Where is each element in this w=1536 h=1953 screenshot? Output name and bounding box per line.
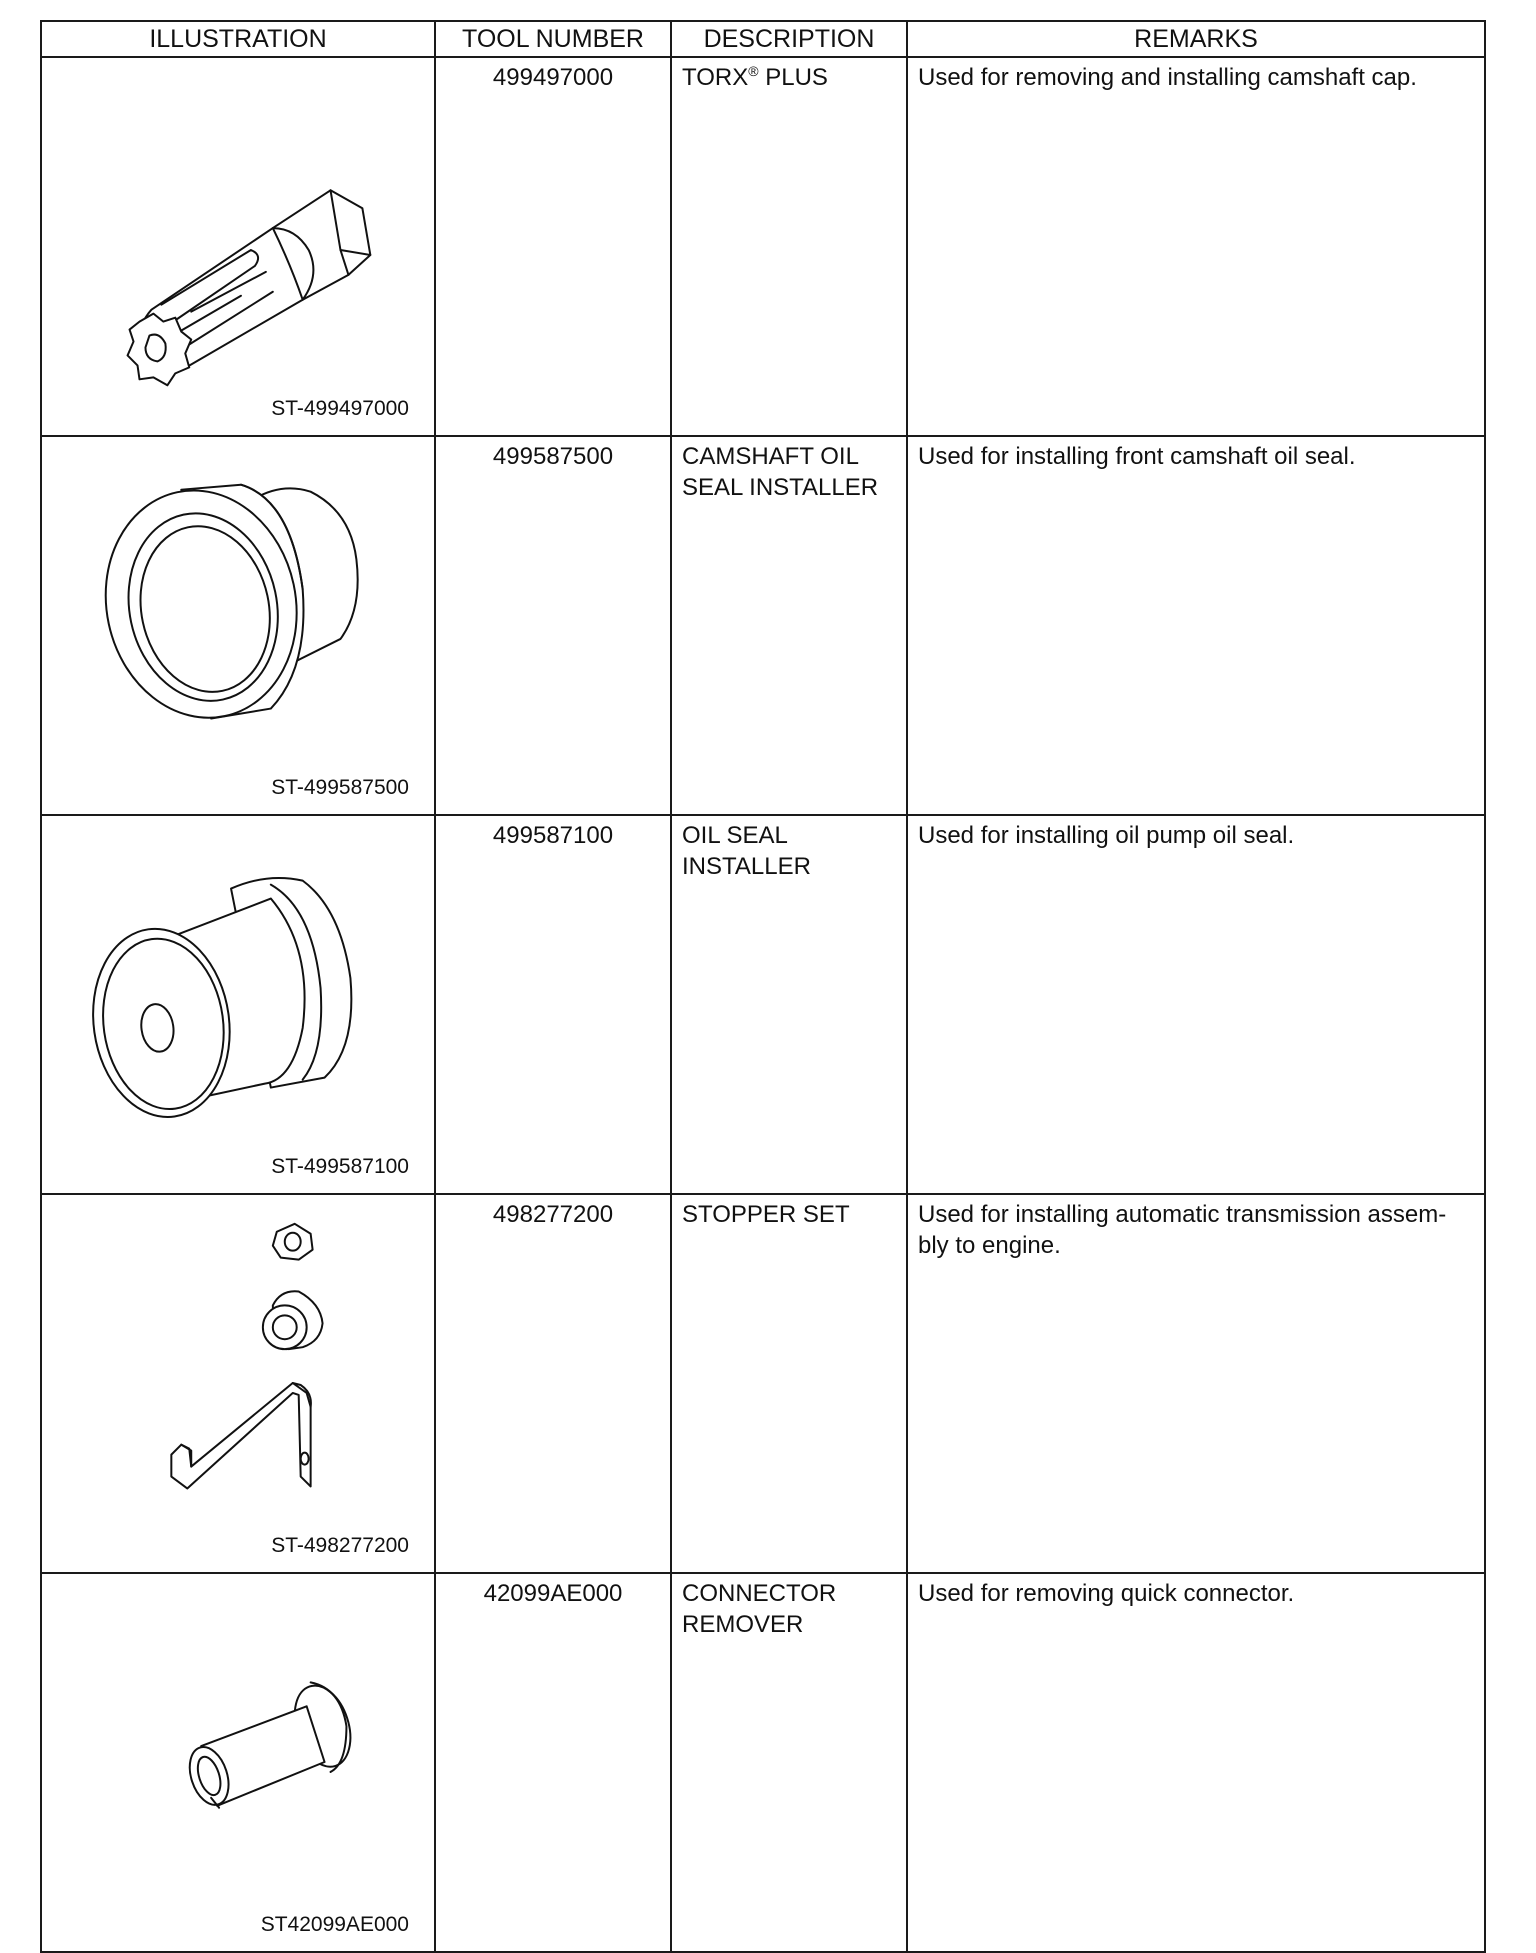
remarks-cell: Used for installing front camshaft oil seal. — [907, 436, 1485, 815]
remarks-cell: Used for installing automatic transmission assem-bly to engine. — [907, 1194, 1485, 1573]
illustration-label: ST-499587100 — [271, 1155, 409, 1178]
tool-number-cell: 499497000 — [435, 57, 671, 436]
description-cell — [671, 57, 907, 436]
torx-plus-bit-icon — [42, 58, 434, 435]
table-row — [41, 815, 1485, 1194]
description-text — [682, 64, 828, 91]
description-cell — [671, 1194, 907, 1573]
table-row — [41, 1573, 1485, 1952]
description-line: CONNECTOR — [682, 1580, 837, 1607]
tool-number-cell: 42099AE000 — [435, 1573, 671, 1952]
header-tool-number: TOOL NUMBER — [435, 21, 671, 57]
special-tools-table — [40, 20, 1486, 1953]
table-row — [41, 57, 1485, 436]
description-line: REMOVER — [682, 1611, 804, 1638]
illustration-label: ST-498277200 — [271, 1534, 409, 1557]
illustration-label: ST-499587500 — [271, 776, 409, 799]
illustration-cell — [41, 1573, 435, 1952]
camshaft-oil-seal-installer-icon — [42, 437, 434, 814]
connector-remover-icon — [42, 1574, 434, 1951]
illustration-cell — [41, 815, 435, 1194]
header-description: DESCRIPTION — [671, 21, 907, 57]
description-line: CAMSHAFT OIL — [682, 443, 859, 470]
tool-number-cell: 499587100 — [435, 815, 671, 1194]
description-cell — [671, 815, 907, 1194]
description-cell — [671, 436, 907, 815]
description-line: TORX — [682, 64, 749, 91]
registered-mark: ® — [748, 63, 759, 79]
description-line: OIL SEAL — [682, 822, 788, 849]
tool-number-cell: 499587500 — [435, 436, 671, 815]
remarks-cell: Used for removing quick connector. — [907, 1573, 1485, 1952]
table-row — [41, 1194, 1485, 1573]
header-row — [41, 21, 1485, 57]
header-remarks: REMARKS — [907, 21, 1485, 57]
description-line: INSTALLER — [682, 853, 811, 880]
remarks-cell: Used for removing and installing camshaft cap. — [907, 57, 1485, 436]
description-line: SEAL INSTALLER — [682, 474, 879, 501]
remarks-cell: Used for installing oil pump oil seal. — [907, 815, 1485, 1194]
description-cell — [671, 1573, 907, 1952]
tool-number-cell: 498277200 — [435, 1194, 671, 1573]
illustration-label: ST-499497000 — [271, 397, 409, 420]
oil-seal-installer-icon — [42, 816, 434, 1193]
illustration-label: ST42099AE000 — [260, 1913, 409, 1936]
description-line: STOPPER SET — [682, 1201, 850, 1228]
illustration-cell — [41, 1194, 435, 1573]
header-illustration: ILLUSTRATION — [41, 21, 435, 57]
illustration-cell — [41, 436, 435, 815]
stopper-set-icon — [42, 1195, 434, 1572]
table-row — [41, 436, 1485, 815]
description-line: PLUS — [765, 64, 828, 91]
illustration-cell — [41, 57, 435, 436]
